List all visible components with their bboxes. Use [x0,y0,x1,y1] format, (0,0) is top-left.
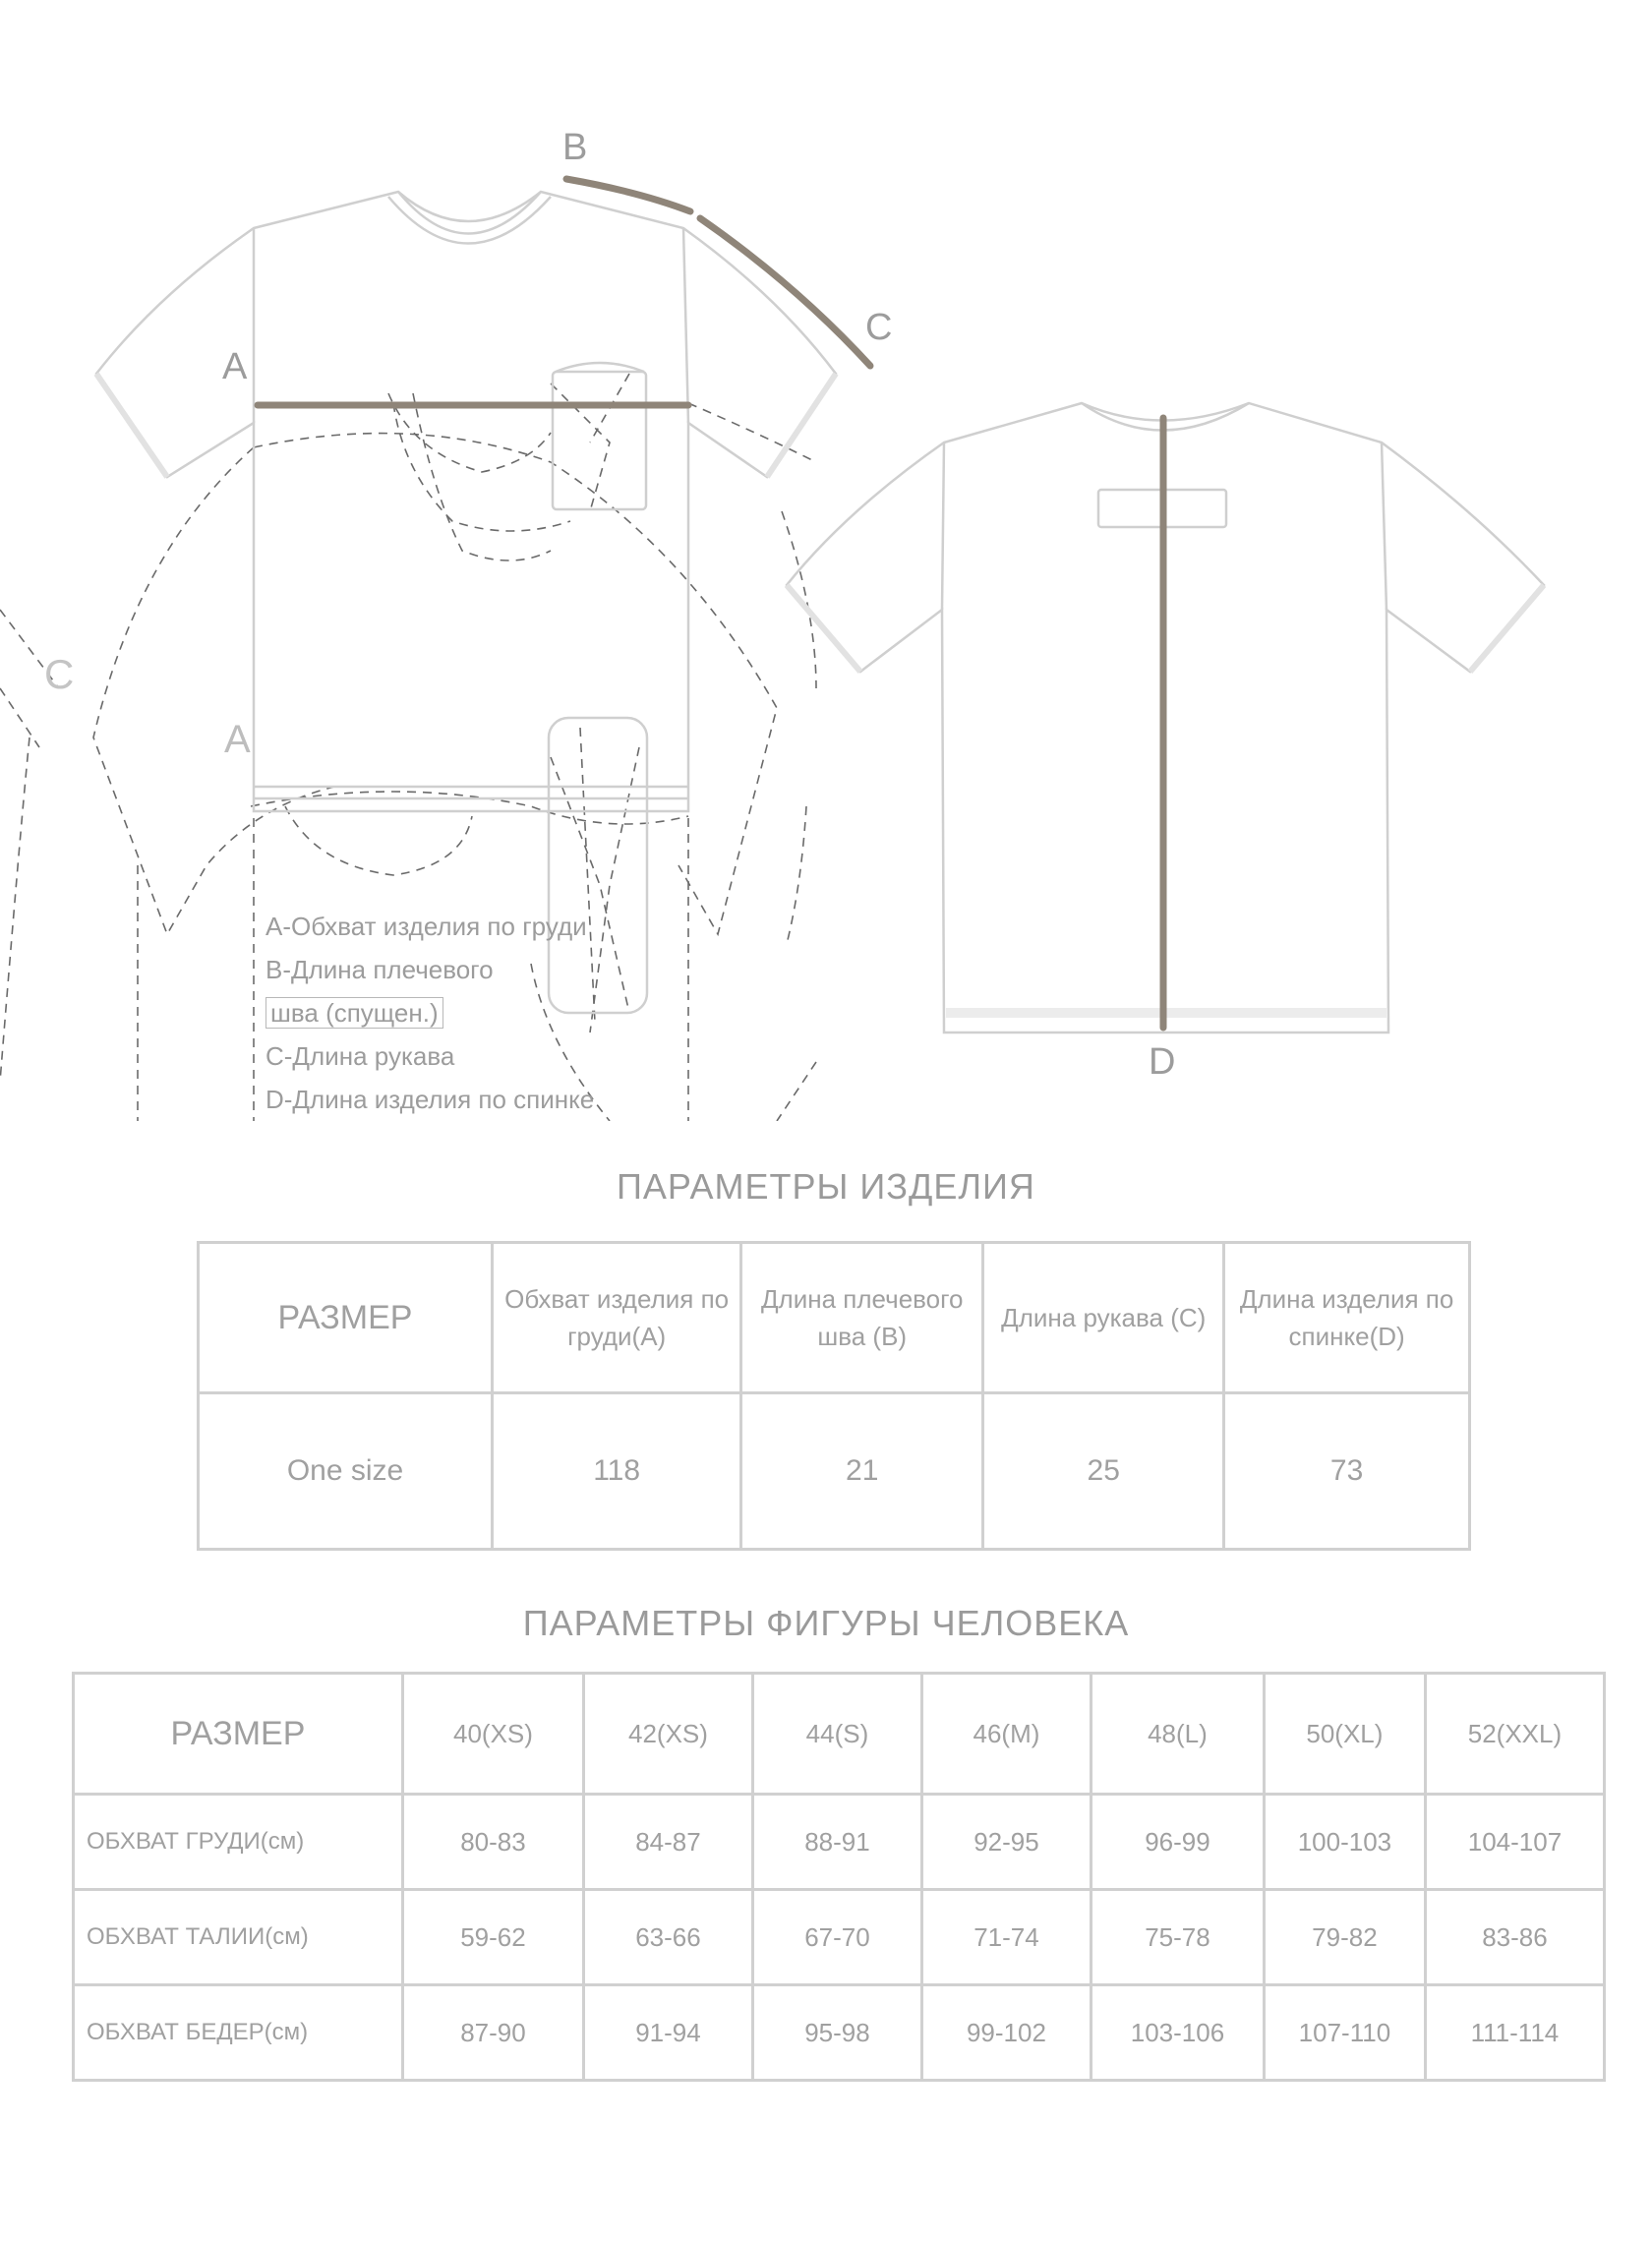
figure-cell: 87-90 [402,1985,583,2081]
measure-line-c [700,218,870,366]
figure-cell: 83-86 [1425,1890,1604,1985]
header-sleeve: Длина рукава (C) [983,1243,1224,1393]
figure-cell: 59-62 [402,1890,583,1985]
product-params-table [197,1241,1471,1551]
figure-params-table [72,1672,1606,2082]
product-params-header-row [199,1243,1470,1393]
figure-cell: 104-107 [1425,1795,1604,1890]
figure-cell: 80-83 [402,1795,583,1890]
legend-b2: шва (спущен.) [266,997,443,1029]
label-b: B [562,127,588,168]
legend-b2-line [266,991,728,1034]
figure-row-chest [74,1795,1605,1890]
figure-cell: 95-98 [752,1985,921,2081]
figure-cell: 84-87 [583,1795,752,1890]
figure-params-header-row [74,1674,1605,1795]
figure-cell: 100-103 [1264,1795,1425,1890]
header-shoulder: Длина плечевого шва (B) [741,1243,983,1393]
figure-size-0: 40(XS) [402,1674,583,1795]
figure-cell: 103-106 [1091,1985,1264,2081]
label-c: C [865,307,893,348]
figure-cell: 79-82 [1264,1890,1425,1985]
figure-cell: 88-91 [752,1795,921,1890]
figure-cell: 96-99 [1091,1795,1264,1890]
figure-row-label: ОБХВАТ ТАЛИИ(см) [74,1890,403,1985]
legend-c: C-Длина рукава [266,1041,455,1071]
figure-cell: 91-94 [583,1985,752,2081]
value-length: 73 [1224,1393,1470,1550]
value-shoulder: 21 [741,1393,983,1550]
figure-row-label: ОБХВАТ БЕДЕР(см) [74,1985,403,2081]
figure-params-title: ПАРАМЕТРЫ ФИГУРЫ ЧЕЛОВЕКА [522,1603,1130,1643]
measurement-legend [266,905,728,1121]
header-chest: Обхват изделия по груди(A) [493,1243,741,1393]
legend-d: D-Длина изделия по спинке [266,1085,595,1114]
figure-size-2: 44(S) [752,1674,921,1795]
label-a: A [222,346,248,387]
header-length: Длина изделия по спинке(D) [1224,1243,1470,1393]
figure-row-label: ОБХВАТ ГРУДИ(см) [74,1795,403,1890]
header-size: РАЗМЕР [199,1243,493,1393]
label-c-ghost: C [44,651,75,697]
figure-cell: 67-70 [752,1890,921,1985]
figure-header-size: РАЗМЕР [74,1674,403,1795]
figure-cell: 92-95 [921,1795,1091,1890]
figure-size-4: 48(L) [1091,1674,1264,1795]
figure-cell: 63-66 [583,1890,752,1985]
measure-line-b [566,179,690,211]
figure-row-hips [74,1985,1605,2081]
front-view-tshirt [96,192,836,1013]
value-size: One size [199,1393,493,1550]
figure-cell: 75-78 [1091,1890,1264,1985]
figure-size-6: 52(XXL) [1425,1674,1604,1795]
value-chest: 118 [493,1393,741,1550]
legend-a: A-Обхват изделия по груди [266,912,587,941]
legend-b1: B-Длина плечевого [266,955,494,984]
figure-size-3: 46(M) [921,1674,1091,1795]
figure-cell: 99-102 [921,1985,1091,2081]
figure-size-1: 42(XS) [583,1674,752,1795]
value-sleeve: 25 [983,1393,1224,1550]
figure-size-5: 50(XL) [1264,1674,1425,1795]
figure-cell: 71-74 [921,1890,1091,1985]
label-d: D [1149,1041,1176,1083]
measurement-lines [258,179,1163,1028]
figure-cell: 111-114 [1425,1985,1604,2081]
label-a-ghost: A [224,718,251,761]
product-params-title: ПАРАМЕТРЫ ИЗДЕЛИЯ [617,1166,1035,1207]
figure-row-waist [74,1890,1605,1985]
product-params-value-row [199,1393,1470,1550]
figure-cell: 107-110 [1264,1985,1425,2081]
